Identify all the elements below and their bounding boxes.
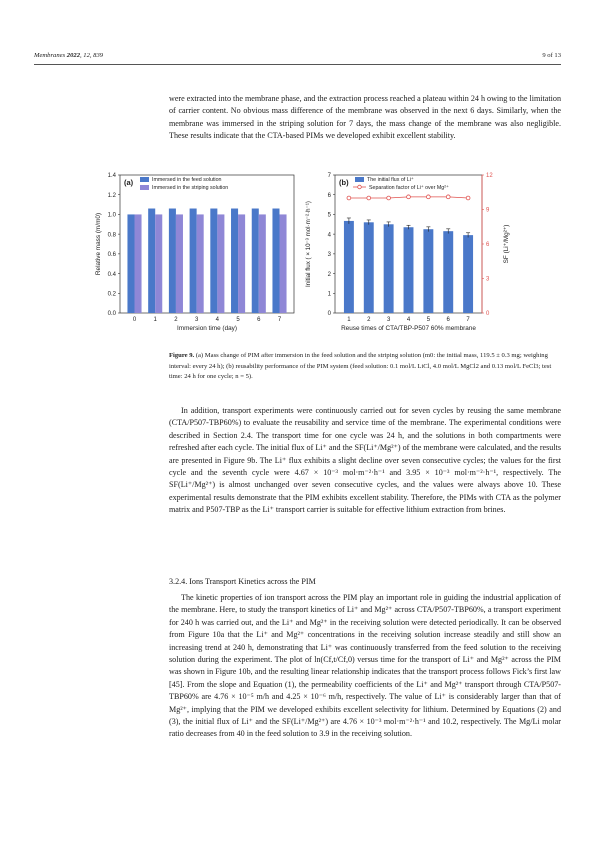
panel-b-bar xyxy=(384,224,394,313)
panel-b-bar xyxy=(364,222,374,313)
panel-b-legend-marker xyxy=(358,185,362,189)
panel-b-xtick-label: 7 xyxy=(466,317,470,323)
journal-volume: 12 xyxy=(83,52,90,59)
panel-a-bar xyxy=(127,214,134,313)
panel-b-sf-point xyxy=(407,195,411,199)
panel-a-xtick-label: 7 xyxy=(277,317,282,323)
panel-a-ytick-label: 0.6 xyxy=(107,252,116,259)
panel-b-xtick-label: 3 xyxy=(386,317,391,323)
panel-a-bar xyxy=(210,209,217,313)
panel-a-xtick-label: 3 xyxy=(194,317,199,323)
panel-b-ytick-label: 5 xyxy=(327,212,331,219)
panel-a-legend-swatch xyxy=(140,177,149,182)
page-number: 9 of 13 xyxy=(542,52,561,59)
panel-a-xtick-label: 5 xyxy=(236,317,240,323)
panel-a-xtick-label: 2 xyxy=(174,317,178,323)
panel-a-bar xyxy=(252,209,259,313)
panel-b-sf-point xyxy=(347,196,351,200)
panel-a-bar xyxy=(169,209,176,313)
panel-b-bar xyxy=(423,229,433,313)
panel-a-xtick-label: 6 xyxy=(257,317,261,323)
section-heading: 3.2.4. Ions Transport Kinetics across the PIM xyxy=(169,577,316,586)
panel-a-bar xyxy=(197,214,204,313)
panel-a-legend-label: Immersed in the striping solution xyxy=(152,185,229,191)
panel-a-bar xyxy=(272,209,279,313)
panel-b-label: (b) xyxy=(339,178,349,187)
panel-a-ylabel: Relative mass (m/m0) xyxy=(95,212,102,276)
panel-b-sf-point xyxy=(387,196,391,200)
figure-9 xyxy=(90,163,522,343)
panel-a-legend-label: Immersed in the feed solution xyxy=(152,177,222,183)
panel-b-sf-point xyxy=(446,195,450,199)
panel-a-xtick-label: 4 xyxy=(215,317,220,323)
panel-a-xtick-label: 1 xyxy=(153,317,157,323)
panel-a-bar xyxy=(231,209,238,313)
panel-b-legend-label: The initial flux of Li⁺ xyxy=(367,177,414,183)
panel-b-legend-label: Separation factor of Li⁺ over Mg²⁺ xyxy=(369,185,449,191)
panel-a-ytick-label: 0.0 xyxy=(107,311,116,318)
panel-b-ytick-label: 6 xyxy=(327,192,331,199)
panel-b-bar xyxy=(463,235,473,313)
panel-a-ytick-label: 0.4 xyxy=(107,271,116,278)
panel-b-y2tick-label: 3 xyxy=(486,276,490,283)
panel-b-legend-swatch xyxy=(355,177,364,182)
panel-b-ylabel: Initial flux ( × 10⁻³ mol·m⁻²·h⁻¹) xyxy=(305,201,312,287)
panel-a-bar xyxy=(238,214,245,313)
panel-b-ytick-label: 0 xyxy=(327,311,331,318)
panel-a-bar xyxy=(135,214,142,313)
panel-b-bar xyxy=(443,231,453,313)
panel-b-y2tick-label: 0 xyxy=(486,311,490,318)
paragraph-kinetics: The kinetic properties of ion transport across the PIM play an important role in guiding the industrial application of the membrane. Here, to study the transport kinetics of Li⁺ and Mg²⁺ across CTA/P507-TBP60%, a transport experiment for 240 h was carried out, and the Li⁺ and Mg²⁺ in the receiving solution were detected periodically. It can be observed from Figure 10a that the Li⁺ and Mg²⁺ concentrations in the receiving solution increase steadily and still show an increasing trend at 240 h, demonstrating that Li⁺ was continuously transferred from the feed solution to the receiving solution during the experiment. The plot of ln(Cf,t/Cf,0) versus time for the transport of Li⁺ and Mg²⁺ across the PIM was shown in Figure 10b, and the resulting linear relationship indicates that the transport process follows Fick’s first law [45]. From the slope and Equation (1), the permeability coefficients of the Li⁺ and Mg²⁺ transport through CTA/P507-TBP60% are 4.76 × 10⁻⁵ m/h and 4.25 × 10⁻⁶ m/h, respectively. The value of Li⁺ is considerably larger than that of Mg²⁺, implying that the PIM we developed exhibits excellent selectivity for lithium. Determined by Equations (2) and (3), the initial flux of Li⁺ and the SF(Li⁺/Mg²⁺) are 4.76 × 10⁻³ mol·m⁻²·h⁻¹ and 10.2, respectively. The Mg/Li molar ratio decreases from 40 in the feed solution to 3.9 in the receiving solution. xyxy=(169,593,561,739)
running-header-journal: Membranes 2022, 12, 839 xyxy=(34,52,104,59)
header-rule xyxy=(34,64,561,65)
panel-a-bar xyxy=(217,214,224,313)
panel-b-y2label: SF (Li⁺/Mg²⁺) xyxy=(503,224,510,264)
panel-a-ytick-label: 0.8 xyxy=(107,232,116,239)
panel-a-bar xyxy=(280,214,287,313)
panel-a-bar xyxy=(176,214,183,313)
panel-b-ytick-label: 7 xyxy=(327,173,331,180)
panel-a-xlabel: Immersion time (day) xyxy=(176,325,238,332)
panel-b-y2tick-label: 9 xyxy=(486,207,490,214)
journal-name: Membranes xyxy=(34,52,66,59)
panel-b-bar xyxy=(404,227,414,313)
panel-b-xtick-label: 1 xyxy=(347,317,351,323)
panel-a-bar xyxy=(148,209,155,313)
caption-label: Figure 9. xyxy=(169,352,195,359)
panel-b-y2tick-label: 12 xyxy=(486,173,493,180)
panel-b-xtick-label: 4 xyxy=(406,317,411,323)
panel-b-xtick-label: 2 xyxy=(367,317,371,323)
panel-a-bar xyxy=(155,214,162,313)
article-number: 839 xyxy=(93,52,104,59)
panel-b-xtick-label: 6 xyxy=(446,317,450,323)
paragraph-stability: were extracted into the membrane phase, and the extraction process reached a plateau within 24 h owing to the limitation of carrier content. No obvious mass difference of the membrane was observed in the next 6 days. Similarly, when the membrane was immersed in the striping solution for 7 days, the mass change of the membrane was also negligible. These results indicate that the CTA-based PIMs we developed exhibit excellent stability. xyxy=(169,94,561,141)
panel-a-frame xyxy=(120,175,294,313)
panel-a-legend-swatch xyxy=(140,185,149,190)
panel-a-ytick-label: 1.2 xyxy=(107,192,116,199)
panel-b-ytick-label: 1 xyxy=(327,291,331,298)
panel-a-bar xyxy=(259,214,266,313)
paragraph-reusability: In addition, transport experiments were continuously carried out for seven cycles by reusing the same membrane (CTA/P507-TBP60%) to evaluate the reusability and service time of the membrane. The experimental conditions were described in Section 2.4. The transport time for one cycle was 24 h, and the solutions in both compartments were refreshed after each cycle. The initial flux of Li⁺ and the SF(Li⁺/Mg²⁺) of the membrane were calculated, and the results are presented in Figure 9b. The Li⁺ flux exhibits a slight decline over seven consecutive cycles; the values for the first cycle and the seventh cycle were 4.67 × 10⁻³ mol·m⁻²·h⁻¹ and 3.95 × 10⁻³ mol·m⁻²·h⁻¹, respectively. The SF(Li⁺/Mg²⁺) is almost unchanged over seven consecutive cycles, and the values were always above 10. These experimental results demonstrate that the PIM exhibits excellent stability. Therefore, the PIMs with CTA as the polymer matrix and P507-TBP as the Li⁺ transport carrier is suitable for effective lithium extraction from brines. xyxy=(169,406,561,515)
panel-a-label: (a) xyxy=(124,178,134,187)
panel-b-sf-point xyxy=(367,196,371,200)
panel-a-ytick-label: 0.2 xyxy=(107,291,116,298)
journal-year: 2022 xyxy=(66,52,80,59)
panel-b-sf-point xyxy=(466,196,470,200)
panel-a-bar xyxy=(190,209,197,313)
panel-b-y2tick-label: 6 xyxy=(486,242,490,249)
panel-b-ytick-label: 2 xyxy=(327,271,331,278)
panel-b-xlabel: Reuse times of CTA/TBP-P507 60% membrane xyxy=(341,325,476,332)
panel-b-xtick-label: 5 xyxy=(426,317,431,323)
panel-b-ytick-label: 3 xyxy=(327,252,331,259)
panel-a-xtick-label: 0 xyxy=(132,317,137,323)
panel-b-sf-point xyxy=(426,195,430,199)
panel-b-bar xyxy=(344,221,354,313)
panel-a-ytick-label: 1.0 xyxy=(107,212,116,219)
caption-text: (a) Mass change of PIM after immersion in the feed solution and the striping solution (m0: the initial mass, 119.5 ± 0.3 mg; weighing interval: every 24 h); (b) reusability performance of the PIM system (feed solution: 0.1 mol/L LiCl, 4.0 mol/L MgCl2 and 0.13 mol/L FeCl3; test time: 24 h for one cycle; n = 5). xyxy=(169,352,552,381)
figure-caption xyxy=(169,351,561,383)
panel-b-ytick-label: 4 xyxy=(327,232,331,239)
panel-a-ytick-label: 1.4 xyxy=(107,173,116,180)
